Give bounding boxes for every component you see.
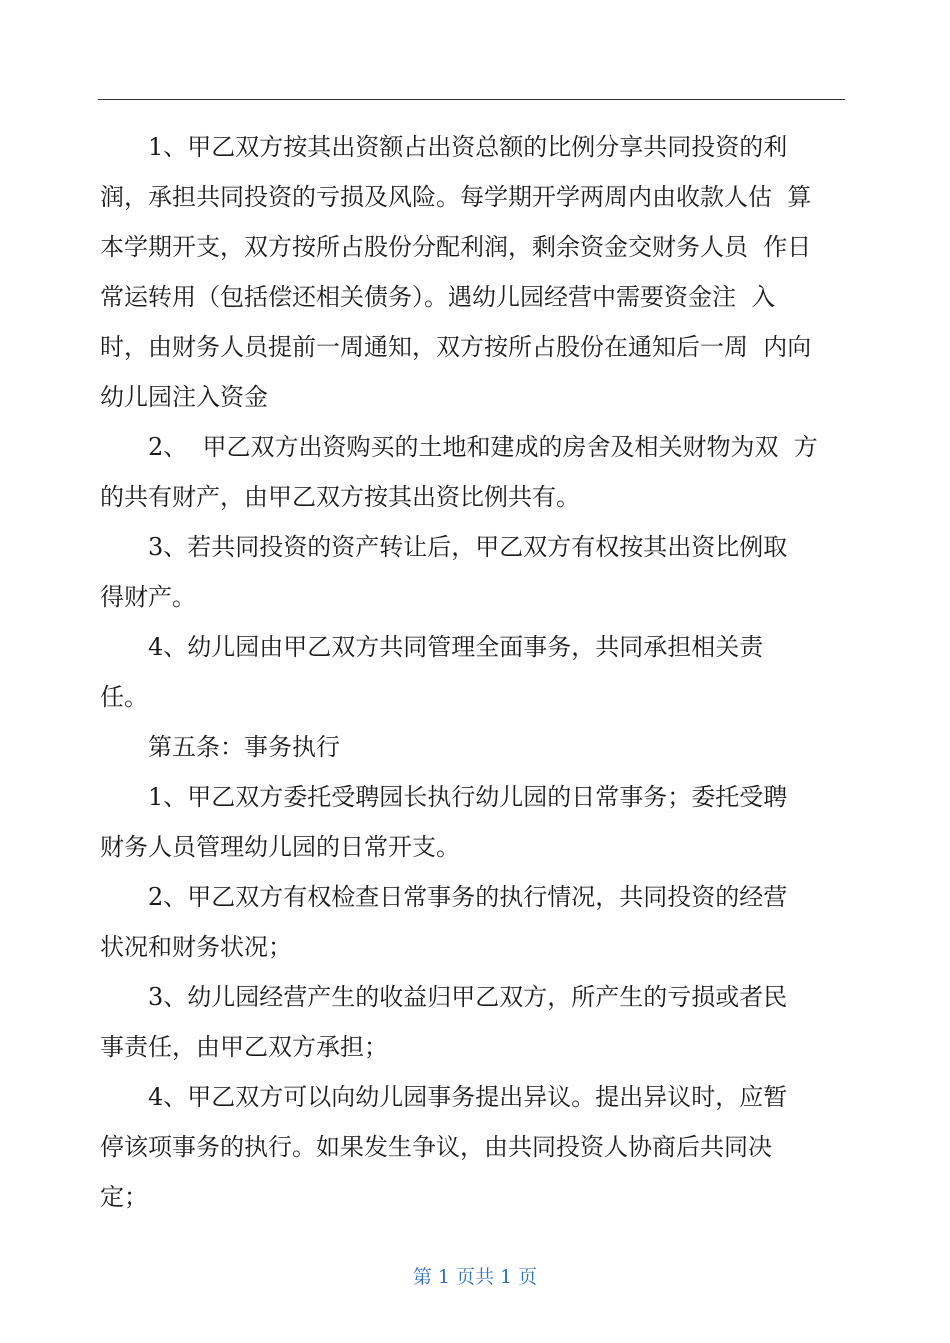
text-line: 2、甲乙双方有权检查日常事务的执行情况，共同投资的经营 — [148, 883, 788, 911]
text-line: 定； — [100, 1183, 148, 1211]
document-body — [100, 122, 845, 1222]
header-rule — [98, 99, 845, 100]
text-line: 2、 甲乙双方出资购买的土地和建成的房舍及相关财物为双 方 — [148, 433, 818, 461]
section-heading: 第五条：事务执行 — [148, 733, 340, 761]
page-footer: 第 1 页共 1 页 — [412, 1266, 538, 1288]
text-line: 1、甲乙双方按其出资额占出资总额的比例分享共同投资的利 — [148, 133, 788, 161]
text-line: 停该项事务的执行。如果发生争议，由共同投资人协商后共同决 — [100, 1133, 772, 1161]
text-line: 的共有财产，由甲乙双方按其出资比例共有。 — [100, 483, 580, 511]
text-line: 时，由财务人员提前一周通知，双方按所占股份在通知后一周 内向 — [100, 333, 812, 361]
text-line: 事责任，由甲乙双方承担； — [100, 1033, 388, 1061]
text-line: 状况和财务状况； — [100, 933, 292, 961]
text-line: 3、幼儿园经营产生的收益归甲乙双方，所产生的亏损或者民 — [148, 983, 788, 1011]
text-line: 本学期开支，双方按所占股份分配利润，剩余资金交财务人员 作日 — [100, 233, 812, 261]
text-line: 4、幼儿园由甲乙双方共同管理全面事务，共同承担相关责 — [148, 633, 764, 661]
text-line: 润，承担共同投资的亏损及风险。每学期开学两周内由收款人估 算 — [100, 183, 812, 211]
text-line: 财务人员管理幼儿园的日常开支。 — [100, 833, 460, 861]
text-line: 常运转用（包括偿还相关债务）。遇幼儿园经营中需要资金注 入 — [100, 283, 776, 311]
text-line: 3、若共同投资的资产转让后，甲乙双方有权按其出资比例取 — [148, 533, 788, 561]
text-line: 4、甲乙双方可以向幼儿园事务提出异议。提出异议时，应暂 — [148, 1083, 788, 1111]
text-line: 得财产。 — [100, 583, 196, 611]
text-line: 1、甲乙双方委托受聘园长执行幼儿园的日常事务；委托受聘 — [148, 783, 788, 811]
text-line: 任。 — [100, 683, 148, 711]
text-line: 幼儿园注入资金 — [100, 383, 268, 411]
